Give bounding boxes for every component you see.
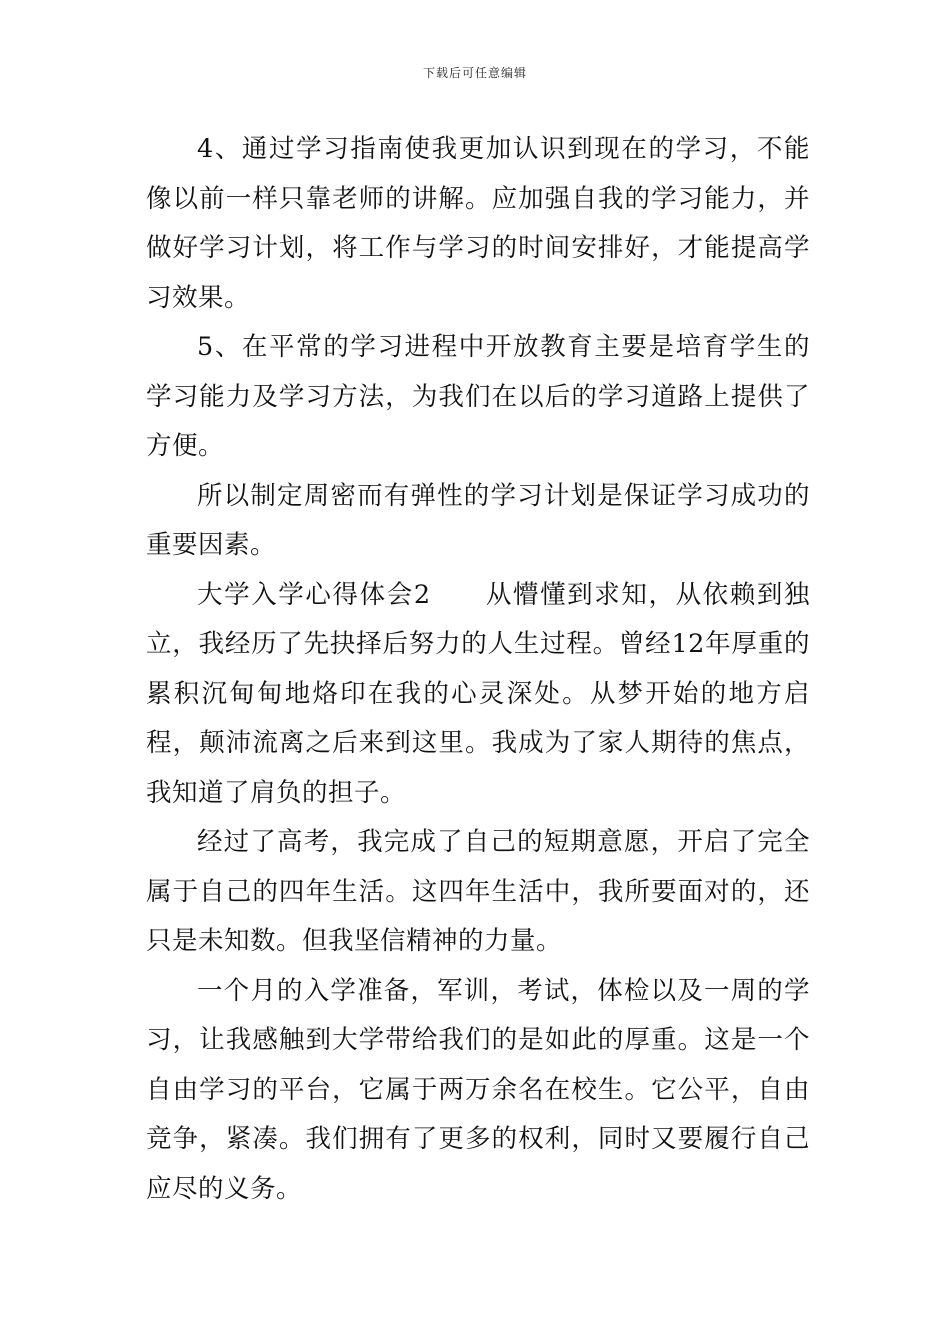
paragraph-4: 大学入学心得体会2 从懵懂到求知，从依赖到独立，我经历了先抉择后努力的人生过程。曾经12年厚重的累积沉甸甸地烙印在我的心灵深处。从梦开始的地方启程，颠沛流离之后来到这里。我成为了家人期待的焦点，我知道了肩负的担子。 (146, 579, 810, 808)
paragraph-6: 一个月的入学准备，军训，考试，体检以及一周的学习，让我感触到大学带给我们的是如此的厚重。这是一个自由学习的平台，它属于两万余名在校生。它公平，自由竞争，紧凑。我们拥有了更多的权利，同时又要履行自己应尽的义务。 (146, 975, 810, 1204)
paragraph-5: 经过了高考，我完成了自己的短期意愿，开启了完全属于自己的四年生活。这四年生活中，我所要面对的，还只是未知数。但我坚信精神的力量。 (146, 827, 810, 956)
paragraph-2: 5、在平常的学习进程中开放教育主要是培育学生的学习能力及学习方法，为我们在以后的学习道路上提供了方便。 (146, 332, 810, 461)
document-body (146, 125, 810, 1214)
paragraph-3: 所以制定周密而有弹性的学习计划是保证学习成功的重要因素。 (146, 480, 810, 560)
page-header: 下载后可任意编辑 (422, 66, 527, 80)
paragraph-1: 4、通过学习指南使我更加认识到现在的学习，不能像以前一样只靠老师的讲解。应加强自我的学习能力，并做好学习计划，将工作与学习的时间安排好，才能提高学习效果。 (146, 134, 810, 313)
